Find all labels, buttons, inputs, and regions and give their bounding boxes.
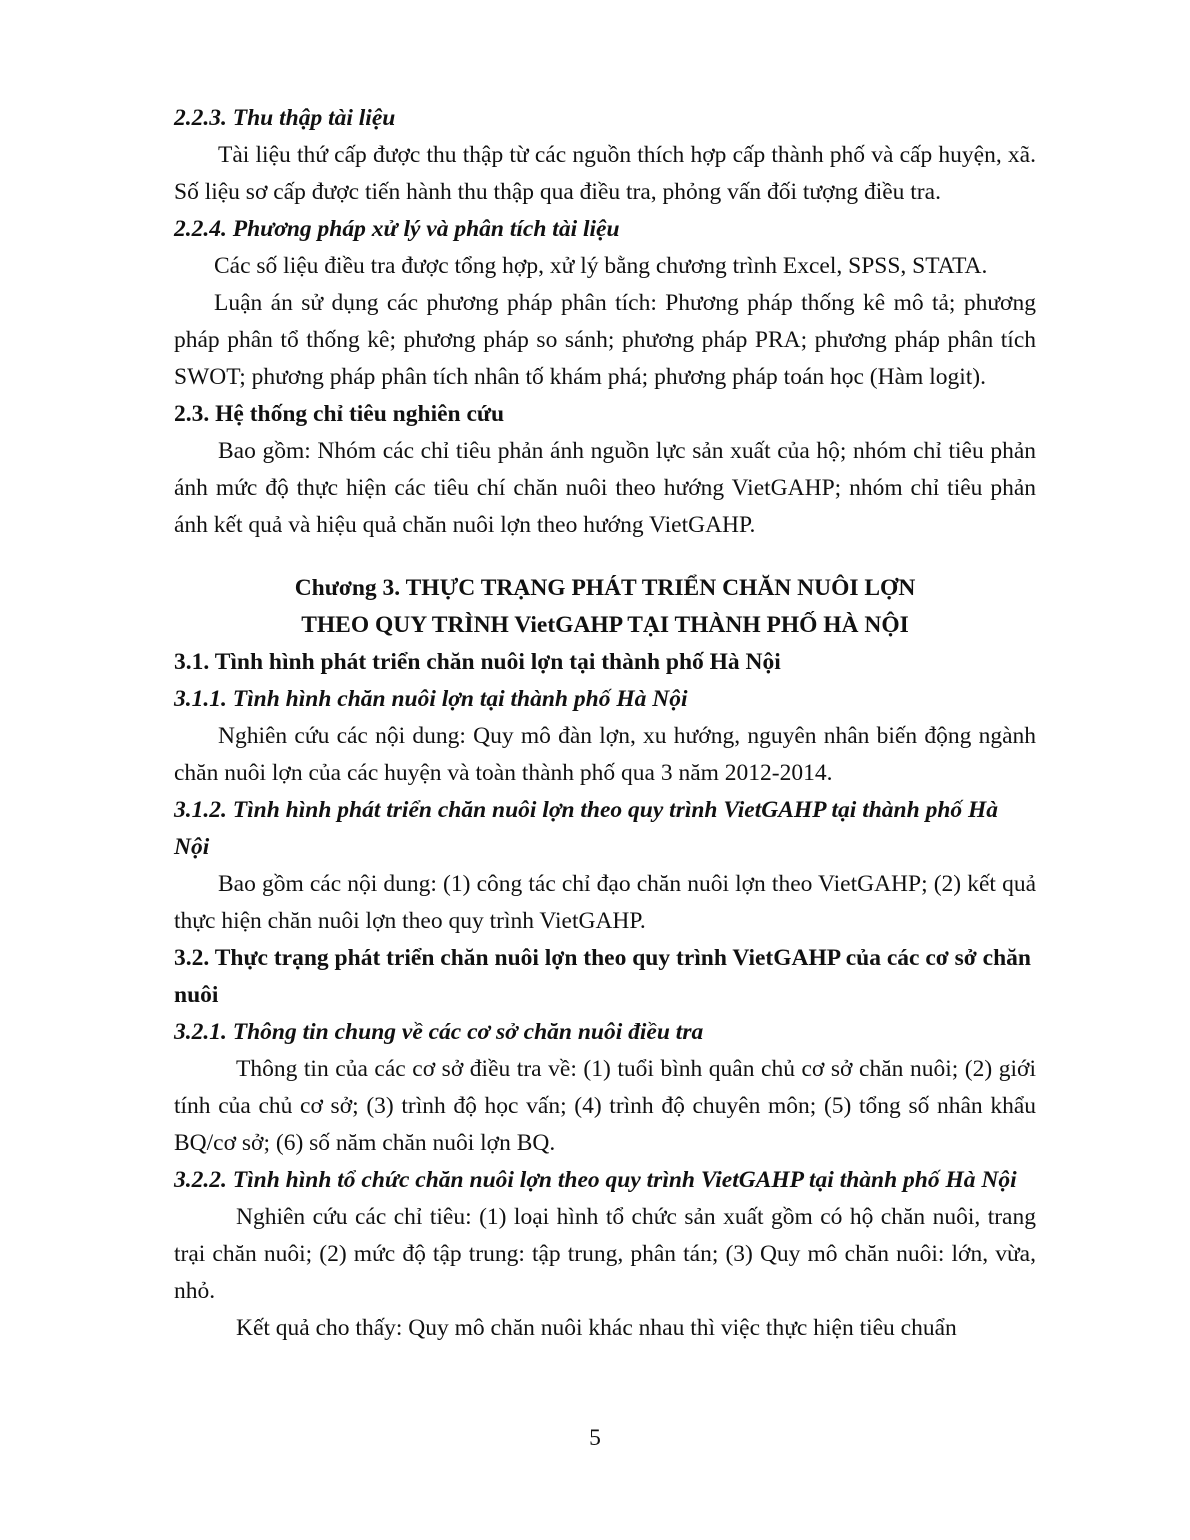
paragraph: Luận án sử dụng các phương pháp phân tích: Phương pháp thống kê mô tả; phương pháp phân tổ thống kê; phương pháp so sánh; phương pháp PRA; phương pháp phân tích SWOT; phương pháp phân tích nhân tố khám phá; phương pháp toán học (Hàm logit). [174, 290, 1036, 390]
heading-3-1-1: 3.1.1. Tình hình chăn nuôi lợn tại thành phố Hà Nội [174, 686, 688, 712]
chapter-title-line-1: Chương 3. THỰC TRẠNG PHÁT TRIỂN CHĂN NUÔI LỢN [294, 575, 916, 601]
heading-2-2-3: 2.2.3. Thu thập tài liệu [174, 105, 396, 131]
paragraph: Nghiên cứu các nội dung: Quy mô đàn lợn, xu hướng, nguyên nhân biến động ngành chăn nuôi lợn của các huyện và toàn thành phố qua 3 năm 2012-2014. [174, 723, 1036, 786]
chapter-title-line-2: THEO QUY TRÌNH VietGAHP TẠI THÀNH PHỐ HÀ NỘI [301, 612, 909, 638]
paragraph: Các số liệu điều tra được tổng hợp, xử lý bằng chương trình Excel, SPSS, STATA. [214, 253, 988, 279]
spacer [174, 544, 1036, 570]
document-page [174, 100, 1036, 1347]
paragraph: Tài liệu thứ cấp được thu thập từ các nguồn thích hợp cấp thành phố và cấp huyện, xã. Số liệu sơ cấp được tiến hành thu thập qua điều tra, phỏng vấn đối tượng điều tra. [174, 142, 1036, 205]
heading-3-2: 3.2. Thực trạng phát triển chăn nuôi lợn theo quy trình VietGAHP của các cơ sở chăn nuôi [174, 945, 1031, 1008]
paragraph: Kết quả cho thấy: Quy mô chăn nuôi khác nhau thì việc thực hiện tiêu chuẩn [236, 1315, 957, 1341]
heading-3-1: 3.1. Tình hình phát triển chăn nuôi lợn tại thành phố Hà Nội [174, 649, 781, 675]
heading-3-2-2: 3.2.2. Tình hình tổ chức chăn nuôi lợn theo quy trình VietGAHP tại thành phố Hà Nội [174, 1167, 1017, 1193]
heading-3-2-1: 3.2.1. Thông tin chung về các cơ sở chăn nuôi điều tra [174, 1019, 704, 1045]
heading-2-2-4: 2.2.4. Phương pháp xử lý và phân tích tài liệu [174, 216, 620, 242]
paragraph: Bao gồm: Nhóm các chỉ tiêu phản ánh nguồn lực sản xuất của hộ; nhóm chỉ tiêu phản ánh mức độ thực hiện các tiêu chí chăn nuôi theo hướng VietGAHP; nhóm chỉ tiêu phản ánh kết quả và hiệu quả chăn nuôi lợn theo hướng VietGAHP. [174, 438, 1036, 538]
paragraph: Thông tin của các cơ sở điều tra về: (1) tuổi bình quân chủ cơ sở chăn nuôi; (2) giới tính của chủ cơ sở; (3) trình độ học vấn; (4) trình độ chuyên môn; (5) tổng số nhân khẩu BQ/cơ sở; (6) số năm chăn nuôi lợn BQ. [174, 1056, 1036, 1156]
paragraph: Bao gồm các nội dung: (1) công tác chỉ đạo chăn nuôi lợn theo VietGAHP; (2) kết quả thực hiện chăn nuôi lợn theo quy trình VietGAHP. [174, 871, 1036, 934]
page-number: 5 [589, 1425, 601, 1451]
heading-3-1-2: 3.1.2. Tình hình phát triển chăn nuôi lợn theo quy trình VietGAHP tại thành phố Hà Nội [174, 797, 999, 860]
heading-2-3: 2.3. Hệ thống chỉ tiêu nghiên cứu [174, 401, 505, 427]
paragraph: Nghiên cứu các chỉ tiêu: (1) loại hình tổ chức sản xuất gồm có hộ chăn nuôi, trang trại chăn nuôi; (2) mức độ tập trung: tập trung, phân tán; (3) Quy mô chăn nuôi: lớn, vừa, nhỏ. [174, 1204, 1036, 1304]
